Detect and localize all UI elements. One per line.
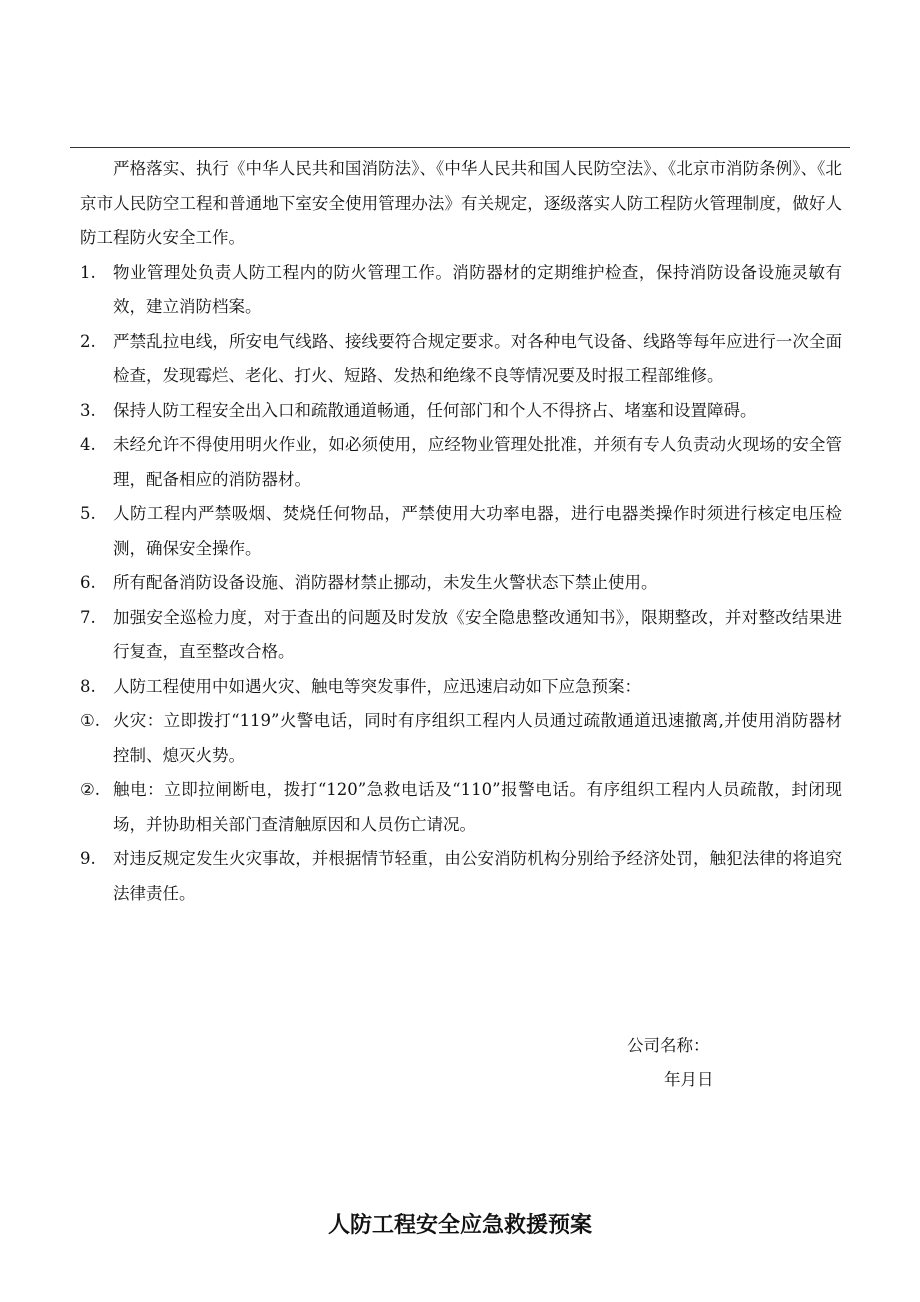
list-number: 8. [80,676,96,696]
list-item-1 [80,256,842,325]
circled-number: ①. [80,711,101,730]
list-number: 2. [80,331,96,351]
sub-item-electric-shock [80,773,842,842]
list-item-text: 物业管理处负责人防工程内的防火管理工作。消防器材的定期维护检查，保持消防设备设施灵敏有效，建立消防档案。 [113,262,842,316]
list-item-text: 人防工程内严禁吸烟、焚烧任何物品，严禁使用大功率电器，进行电器类操作时须进行核定电压检测，确保安全操作。 [113,504,842,558]
list-number: 5. [80,504,96,523]
list-item-3 [80,394,842,429]
list-item-text: 人防工程使用中如遇火灾、触电等突发事件，应迅速启动如下应急预案： [113,676,641,696]
list-number: 4. [80,435,96,454]
list-number: 1. [80,262,96,282]
circled-number: ②. [80,780,101,799]
intro-paragraph: 严格落实、执行《中华人民共和国消防法》、《中华人民共和国人民防空法》、《北京市消防条例》、《北京市人民防空工程和普通地下室安全使用管理办法》有关规定，逐级落实人防工程防火管理制度，做好人防工程防火安全工作。 [80,159,842,247]
list-item-text: 保持人防工程安全出入口和疏散通道畅通，任何部门和个人不得挤占、堵塞和设置障碍。 [113,400,757,420]
list-item-text: 严禁乱拉电线，所安电气线路、接线要符合规定要求。对各种电气设备、线路等每年应进行一次全面检查，发现霉烂、老化、打火、短路、发热和绝缘不良等情况要及时报工程部维修。 [113,331,842,385]
company-name-label: 公司名称： [627,1036,710,1055]
list-item-4 [80,428,842,497]
list-number: 9. [80,849,96,868]
list-item-text: 加强安全巡检力度，对于查出的问题及时发放《安全隐患整改通知书》，限期整改，并对整改结果进行复查，直至整改合格。 [113,607,842,661]
list-item-text: 对违反规定发生火灾事故，并根据情节轻重，由公安消防机构分别给予经济处罚，触犯法律的将追究法律责任。 [113,849,842,903]
list-item-2 [80,325,842,394]
list-item-text: 火灾：立即拨打“119”火警电话，同时有序组织工程内人员通过疏散通道迅速撤离,并使用消防器材控制、熄灭火势。 [113,711,842,765]
list-item-7 [80,601,842,670]
list-item-text: 所有配备消防设备设施、消防器材禁止挪动，未发生火警状态下禁止使用。 [113,573,658,592]
regulations-body [80,152,842,911]
list-item-8 [80,670,842,705]
list-item-9 [80,842,842,911]
list-item-text: 未经允许不得使用明火作业，如必须使用，应经物业管理处批准，并须有专人负责动火现场的安全管理，配备相应的消防器材。 [113,435,842,489]
sub-item-fire [80,704,842,773]
list-number: 6. [80,573,96,592]
list-item-5 [80,497,842,566]
section-title: 人防工程安全应急救援预案 [327,1213,592,1238]
list-item-6 [80,566,842,601]
header-rule [70,147,850,148]
list-number: 3. [80,400,96,420]
list-item-text: 触电：立即拉闸断电，拨打“120”急救电话及“110”报警电话。有序组织工程内人员疏散，封闭现场，并协助相关部门查清触原因和人员伤亡请况。 [113,780,842,834]
list-number: 7. [80,607,96,627]
date-label: 年月日 [664,1070,714,1089]
